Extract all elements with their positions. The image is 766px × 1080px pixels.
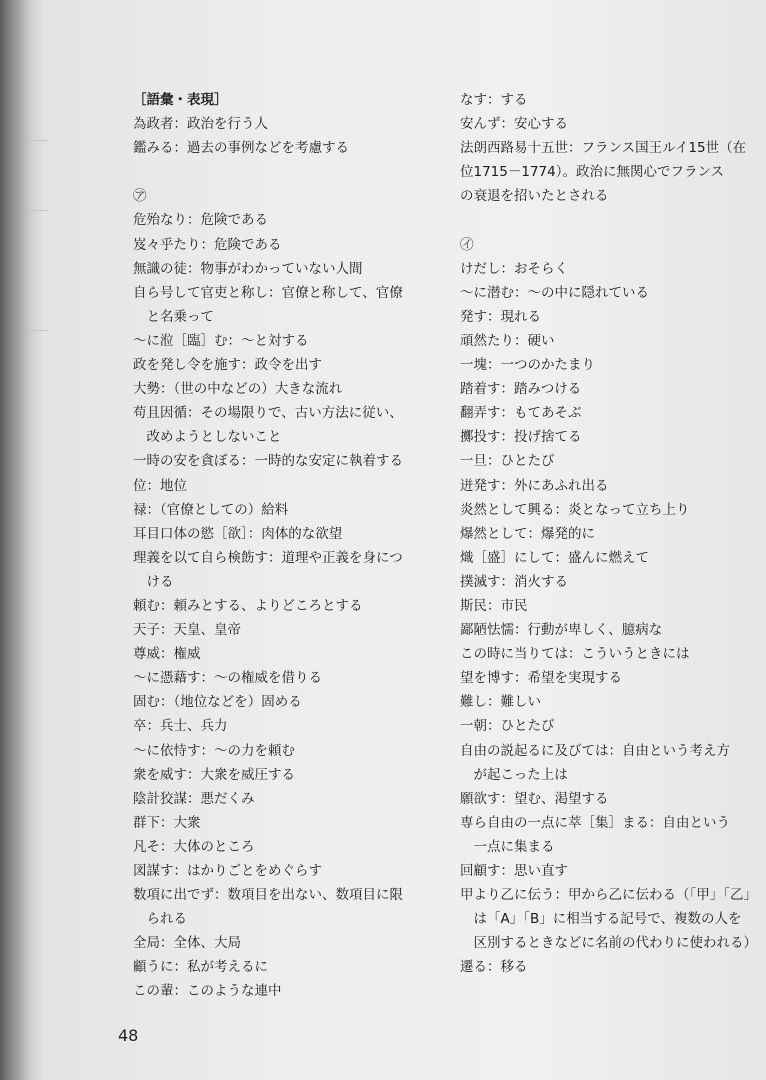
vocabulary-entry: ～に涖［臨］む：～と対する <box>133 332 309 349</box>
vocabulary-entry: 甲より乙に伝う：甲から乙に伝わる（「甲」「乙」 <box>460 887 757 904</box>
vocabulary-entry: 専ら自由の一点に萃［集］まる：自由という <box>460 814 730 831</box>
vocabulary-entry: 鑑みる：過去の事例などを考慮する <box>133 140 349 157</box>
vocabulary-entry: 卒：兵士、兵力 <box>133 718 228 735</box>
vocabulary-entry: 自ら号して官吏と称し：官僚と称して、官僚 <box>133 284 403 301</box>
vocabulary-entry: 耳目口体の慾［欲］：肉体的な欲望 <box>133 525 343 542</box>
vocabulary-entry: 政を発し令を施す：政令を出す <box>133 357 322 374</box>
spacer <box>133 160 453 184</box>
spacer <box>460 208 760 232</box>
vocabulary-entry: 禄：（官僚としての）給料 <box>133 501 289 518</box>
vocabulary-entry: られる <box>133 911 187 928</box>
vocabulary-entry: 一点に集まる <box>460 838 555 855</box>
vocabulary-entry: 位1715－1774）。政治に無関心でフランス <box>460 164 725 181</box>
vocabulary-entry: 爆然として：爆発的に <box>460 525 595 542</box>
vocabulary-entry: 発す：現れる <box>460 308 541 325</box>
vocabulary-entry: 全局：全体、大局 <box>133 935 241 952</box>
vocabulary-entry: この時に当りては：こういうときには <box>460 646 690 663</box>
vocabulary-entry: 衆を威す：大衆を威圧する <box>133 766 295 783</box>
vocabulary-entry: 区別するときなどに名前の代わりに使われる） <box>460 935 757 952</box>
vocabulary-entry: この輩：このような連中 <box>133 983 282 1000</box>
vocabulary-entry: 陰計狡謀：悪だくみ <box>133 790 255 807</box>
page-binding-edge <box>0 0 44 1080</box>
vocabulary-entry: 回顧す：思い直す <box>460 863 568 879</box>
vocabulary-entry: 鄙陋怯懦：行動が卑しく、臆病な <box>460 622 663 639</box>
vocabulary-entry: 自由の説起るに及びては：自由という考え方 <box>460 742 730 759</box>
vocabulary-entry: 撲滅す：消火する <box>460 573 568 590</box>
vocabulary-entry: 理義を以て自ら検飭す：道理や正義を身につ <box>133 549 403 566</box>
vocabulary-entry: 頼む：頼みとする、よりどころとする <box>133 597 363 614</box>
vocabulary-entry: 岌々乎たり：危険である <box>133 236 282 253</box>
vocabulary-entry: 遷る：移る <box>460 959 528 976</box>
vocabulary-entry: 凡そ：大体のところ <box>133 838 255 855</box>
vocabulary-entry: 安んず：安心する <box>460 116 568 133</box>
vocabulary-entry: 法朗西路易十五世：フランス国王ルイ15世（在 <box>460 140 747 157</box>
vocabulary-entry: 大勢：（世の中などの）大きな流れ <box>133 381 343 398</box>
vocabulary-entry: 群下：大衆 <box>133 814 201 831</box>
vocabulary-entry: 無識の徒：物事がわかっていない人間 <box>133 260 363 277</box>
vocabulary-entry: 天子：天皇、皇帝 <box>133 622 241 639</box>
page-number: 48 <box>118 1026 139 1045</box>
divider <box>28 330 48 331</box>
vocabulary-entry: けだし：おそらく <box>460 260 568 277</box>
left-vocabulary-column <box>133 88 453 1004</box>
vocabulary-entry: 危殆なり：危険である <box>133 212 268 229</box>
divider <box>28 210 48 211</box>
vocabulary-entry: 望を博す：希望を実現する <box>460 670 622 687</box>
vocabulary-entry: 斯民：市民 <box>460 597 528 614</box>
vocabulary-entry: 熾［盛］にして：盛んに燃えて <box>460 549 649 566</box>
vocabulary-entry: 為政者：政治を行う人 <box>133 116 268 133</box>
vocabulary-entry: 願欲す：望む、渇望する <box>460 790 609 807</box>
vocabulary-entry: 固む：（地位などを）固める <box>133 694 302 711</box>
vocabulary-entry: ～に潜む：～の中に隠れている <box>460 284 649 301</box>
vocabulary-entry: 炎然として興る：炎となって立ち上り <box>460 501 690 518</box>
vocabulary-entry: ㋐ <box>133 188 147 205</box>
vocabulary-entry: の衰退を招いたとされる <box>460 188 609 205</box>
vocabulary-entry: 翻弄す：もてあそぶ <box>460 405 582 422</box>
vocabulary-entry: 頑然たり：硬い <box>460 332 555 349</box>
vocabulary-entry: 一旦：ひとたび <box>460 453 555 470</box>
vocabulary-entry: は「A」「B」に相当する記号で、複数の人を <box>460 911 742 928</box>
vocabulary-entry: 擲投す：投げ捨てる <box>460 429 582 446</box>
vocabulary-entry: 尊威：権威 <box>133 646 201 663</box>
vocabulary-entry: ～に依恃す：～の力を頼む <box>133 742 295 759</box>
divider <box>28 140 48 141</box>
section-heading: ［語彙・表現］ <box>133 92 228 108</box>
vocabulary-entry: 苟且因循：その場限りで、古い方法に従い、 <box>133 405 403 422</box>
vocabulary-entry: 数項に出でず：数項目を出ない、数項目に限 <box>133 887 403 904</box>
vocabulary-entry: 位：地位 <box>133 477 187 494</box>
vocabulary-entry: 顧うに：私が考えるに <box>133 959 268 976</box>
vocabulary-entry: と名乗って <box>133 308 214 325</box>
vocabulary-entry: ける <box>133 573 174 590</box>
vocabulary-entry: 改めようとしないこと <box>133 429 282 446</box>
vocabulary-entry: 一時の安を貪ぼる：一時的な安定に執着する <box>133 453 403 470</box>
vocabulary-entry: が起こった上は <box>460 766 568 783</box>
vocabulary-entry: 難し：難しい <box>460 694 541 711</box>
vocabulary-entry: 踏着す：踏みつける <box>460 381 582 398</box>
vocabulary-entry: ㋑ <box>460 236 474 253</box>
vocabulary-entry: なす：する <box>460 92 528 108</box>
vocabulary-entry: 図謀す：はかりごとをめぐらす <box>133 863 322 879</box>
vocabulary-entry: 一塊：一つのかたまり <box>460 357 595 374</box>
vocabulary-entry: ～に憑藉す：～の権威を借りる <box>133 670 322 687</box>
vocabulary-entry: 一朝：ひとたび <box>460 718 555 735</box>
right-vocabulary-column <box>460 88 760 979</box>
vocabulary-entry: 迸発す：外にあふれ出る <box>460 477 609 494</box>
